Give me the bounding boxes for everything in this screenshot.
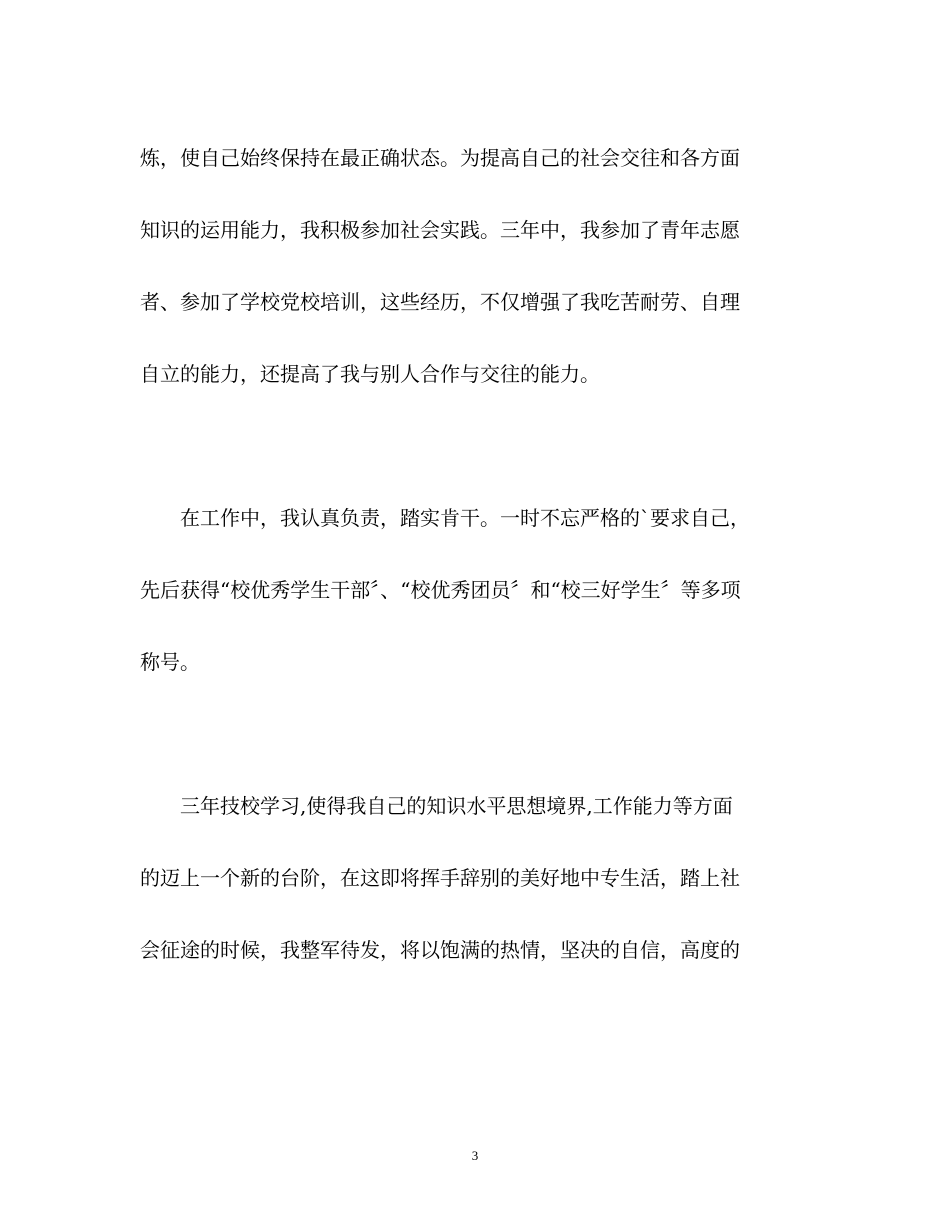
paragraph-social-practice [140, 134, 805, 422]
text-line: 的迈上一个新的台阶，在这即将挥手辞别的美好地中专生活，踏上社 [140, 866, 740, 890]
paragraph-gap [140, 422, 805, 494]
paragraph-three-years-summary [140, 782, 805, 998]
text-line: 炼，使自己始终保持在最正确状态。为提高自己的社会交往和各方面 [140, 146, 740, 170]
text-line: 先后获得“校优秀学生干部〞、“校优秀团员〞和“校三好学生〞等多项 [140, 578, 741, 602]
text-line: 三年技校学习,使得我自己的知识水平思想境界,工作能力等方面 [140, 794, 733, 818]
text-line: 称号。 [140, 650, 200, 674]
text-line: 在工作中，我认真负责，踏实肯干。一时不忘严格的`要求自己， [140, 506, 750, 530]
document-body [140, 134, 805, 998]
text-line: 知识的运用能力，我积极参加社会实践。三年中，我参加了青年志愿 [140, 218, 740, 242]
paragraph-work-honors [140, 494, 805, 710]
text-line: 会征途的时候，我整军待发，将以饱满的热情，坚决的自信，高度的 [140, 938, 740, 962]
page-number: 3 [471, 1148, 479, 1163]
text-line: 者、参加了学校党校培训，这些经历，不仅增强了我吃苦耐劳、自理 [140, 290, 740, 314]
paragraph-gap [140, 710, 805, 782]
text-line: 自立的能力，还提高了我与别人合作与交往的能力。 [140, 362, 600, 386]
